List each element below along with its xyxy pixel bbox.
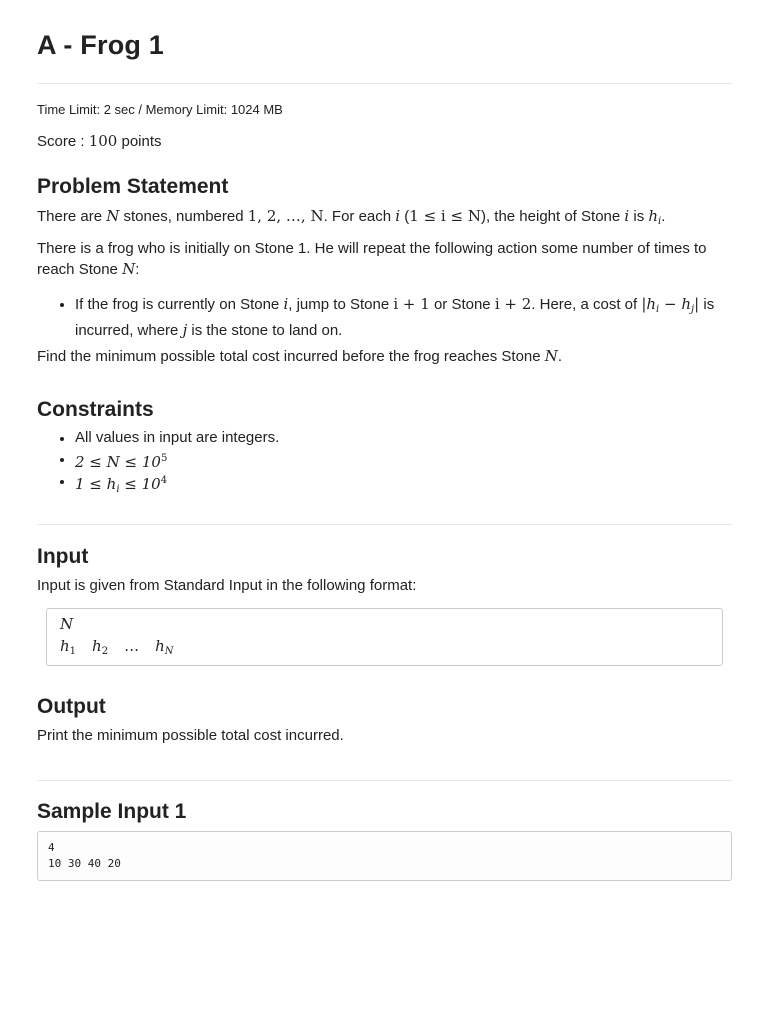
list-item — [37, 294, 727, 341]
text: . Here, a cost of — [531, 296, 642, 313]
math-n: N — [106, 207, 120, 225]
text: Find the minimum possible total cost incurred before the frog reaches Stone — [37, 348, 545, 365]
format-line-1: N — [60, 615, 74, 633]
math-range: 1 ≤ i ≤ N — [409, 207, 481, 225]
sample-input-1-block[interactable] — [37, 831, 732, 881]
output-description: Print the minimum possible total cost incurred. — [37, 727, 344, 744]
page-title: A - Frog 1 — [37, 30, 164, 60]
math-i: i — [395, 207, 401, 225]
math-i: i — [624, 207, 630, 225]
input-heading: Input — [37, 545, 89, 568]
sample-line: 10 30 40 20 — [48, 857, 121, 870]
sample-line: 4 — [48, 841, 55, 854]
input-description: Input is given from Standard Input in the following format: — [37, 577, 417, 594]
math-subscript: 2 — [101, 646, 109, 657]
limits-text: Time Limit: 2 sec / Memory Limit: 1024 MB — [37, 102, 283, 117]
divider — [37, 780, 732, 781]
text: is — [629, 208, 649, 225]
score-value: 100 — [88, 132, 118, 150]
text: . — [557, 348, 563, 365]
math-ellipsis: … — [124, 637, 140, 655]
constraint-math: 2 ≤ N ≤ 10 — [75, 453, 161, 471]
score-prefix: Score : — [37, 133, 89, 150]
text: ), the height of Stone — [480, 208, 625, 225]
math-subscript: j — [691, 304, 695, 315]
list-item — [37, 449, 727, 471]
bullet-icon — [60, 480, 64, 484]
text: is incurred, where — [75, 296, 715, 339]
math-subscript: i — [656, 304, 660, 315]
math-subscript: i — [116, 484, 120, 495]
statement-paragraph-2 — [37, 239, 727, 280]
bullet-icon — [60, 458, 64, 462]
math-sequence: 1, 2, …, N — [247, 207, 324, 225]
math-cost: | — [694, 295, 700, 313]
constraint-math: 1 ≤ h — [75, 475, 117, 493]
math-i-plus-1: i + 1 — [393, 295, 430, 313]
math-j: j — [182, 321, 188, 339]
math-n: N — [122, 260, 136, 278]
text: or Stone — [429, 296, 495, 313]
action-list — [37, 294, 727, 341]
format-line-2 — [60, 637, 174, 657]
math-n: N — [544, 347, 558, 365]
statement-paragraph-1 — [37, 206, 727, 232]
list-item — [37, 471, 727, 493]
text: There is a frog who is initially on Stone 1. He will repeat the following action some number of times to reach Stone — [37, 240, 707, 278]
problem-statement-heading: Problem Statement — [37, 175, 229, 198]
math-i: i — [283, 295, 289, 313]
math-i-plus-2: i + 2 — [494, 295, 532, 313]
math-subscript: N — [164, 646, 174, 657]
constraints-heading: Constraints — [37, 398, 154, 421]
score-text — [37, 132, 162, 150]
statement-paragraph-3 — [37, 346, 727, 367]
text: , jump to Stone — [288, 296, 394, 313]
math-h: h — [648, 207, 659, 225]
math-subscript: 1 — [69, 646, 77, 657]
list-item — [37, 428, 727, 449]
text: is the stone to land on. — [187, 322, 343, 339]
math-h: h — [155, 637, 165, 655]
output-heading: Output — [37, 695, 106, 718]
math-superscript: 5 — [160, 453, 168, 464]
text: : — [135, 261, 140, 278]
input-format-box — [46, 608, 723, 666]
text: stones, numbered — [119, 208, 248, 225]
math-h: h — [60, 637, 70, 655]
math-cost: |h — [641, 295, 657, 313]
constraints-list — [37, 428, 727, 493]
text: . — [661, 208, 666, 225]
divider — [37, 524, 732, 525]
math-superscript: 4 — [160, 475, 168, 486]
text: There are — [37, 208, 107, 225]
math-cost: − h — [659, 295, 692, 313]
math-h: h — [92, 637, 102, 655]
constraint-math: ≤ 10 — [119, 475, 161, 493]
math-subscript: i — [658, 216, 662, 227]
divider — [37, 83, 732, 84]
score-suffix: points — [117, 133, 162, 150]
sample-input-1-heading: Sample Input 1 — [37, 800, 187, 823]
text: . For each — [323, 208, 396, 225]
text: ( — [400, 208, 410, 225]
bullet-icon — [60, 303, 64, 307]
text: If the frog is currently on Stone — [75, 296, 284, 313]
constraint-text: All values in input are integers. — [75, 429, 280, 446]
bullet-icon — [60, 437, 64, 441]
